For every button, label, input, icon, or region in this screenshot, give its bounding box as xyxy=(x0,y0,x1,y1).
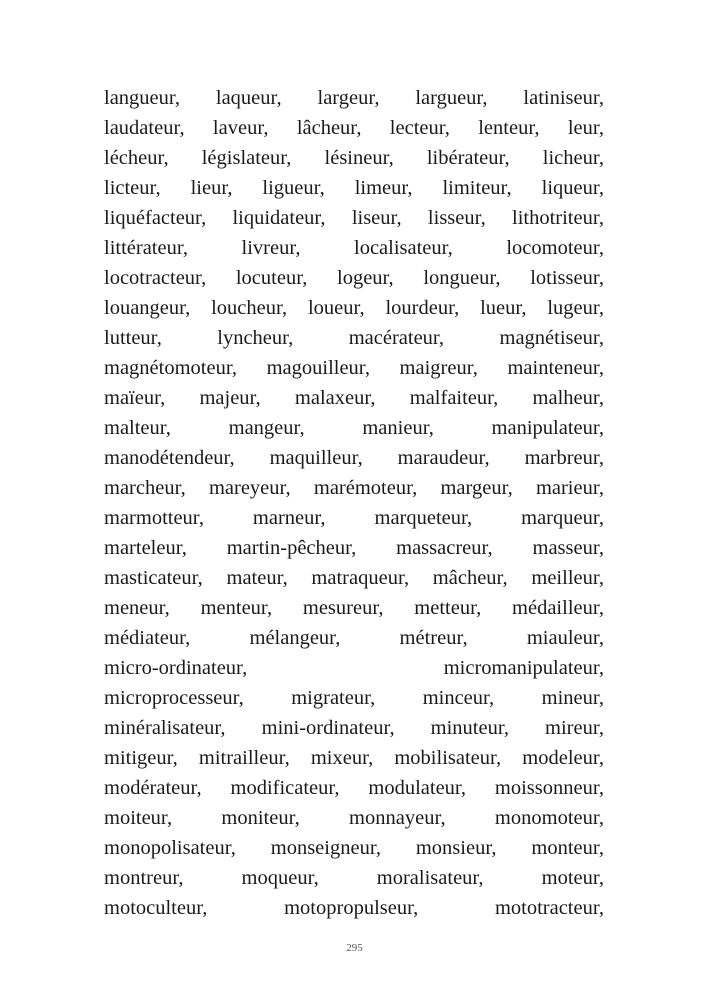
text-line: meneur, menteur, mesureur, metteur, médailleur, xyxy=(104,597,604,619)
text-line: médiateur, mélangeur, métreur, miauleur, xyxy=(104,627,604,649)
text-line: laudateur, laveur, lâcheur, lecteur, lenteur, leur, xyxy=(104,117,604,139)
text-line: modérateur, modificateur, modulateur, moissonneur, xyxy=(104,777,604,799)
text-line: licteur, lieur, ligueur, limeur, limiteur, liqueur, xyxy=(104,177,604,199)
text-line: locotracteur, locuteur, logeur, longueur, lotisseur, xyxy=(104,267,604,289)
text-line: lutteur, lyncheur, macérateur, magnétiseur, xyxy=(104,327,604,349)
text-line: moiteur, moniteur, monnayeur, monomoteur, xyxy=(104,807,604,829)
text-line: montreur, moqueur, moralisateur, moteur, xyxy=(104,867,604,889)
word-list-paragraph xyxy=(104,83,604,923)
text-line: motoculteur, motopropulseur, mototracteur, xyxy=(104,897,604,919)
text-line: louangeur, loucheur, loueur, lourdeur, lueur, lugeur, xyxy=(104,297,604,319)
text-line: magnétomoteur, magouilleur, maigreur, mainteneur, xyxy=(104,357,604,379)
text-line: mitigeur, mitrailleur, mixeur, mobilisateur, modeleur, xyxy=(104,747,604,769)
text-line: marteleur, martin-pêcheur, massacreur, masseur, xyxy=(104,537,604,559)
text-line: minéralisateur, mini-ordinateur, minuteur, mireur, xyxy=(104,717,604,739)
text-line: liquéfacteur, liquidateur, liseur, lisseur, lithotriteur, xyxy=(104,207,604,229)
text-line: marcheur, mareyeur, marémoteur, margeur, marieur, xyxy=(104,477,604,499)
text-line: monopolisateur, monseigneur, monsieur, monteur, xyxy=(104,837,604,859)
text-line: lécheur, législateur, lésineur, libérateur, licheur, xyxy=(104,147,604,169)
text-line: manodétendeur, maquilleur, maraudeur, marbreur, xyxy=(104,447,604,469)
text-line: langueur, laqueur, largeur, largueur, latiniseur, xyxy=(104,87,604,109)
text-line: marmotteur, marneur, marqueteur, marqueur, xyxy=(104,507,604,529)
text-line: malteur, mangeur, manieur, manipulateur, xyxy=(104,417,604,439)
text-line: maïeur, majeur, malaxeur, malfaiteur, malheur, xyxy=(104,387,604,409)
text-line: littérateur, livreur, localisateur, locomoteur, xyxy=(104,237,604,259)
text-line: masticateur, mateur, matraqueur, mâcheur, meilleur, xyxy=(104,567,604,589)
page-number: 295 xyxy=(346,942,363,954)
text-line: microprocesseur, migrateur, minceur, mineur, xyxy=(104,687,604,709)
text-line: micro-ordinateur, micromanipulateur, xyxy=(104,657,604,679)
